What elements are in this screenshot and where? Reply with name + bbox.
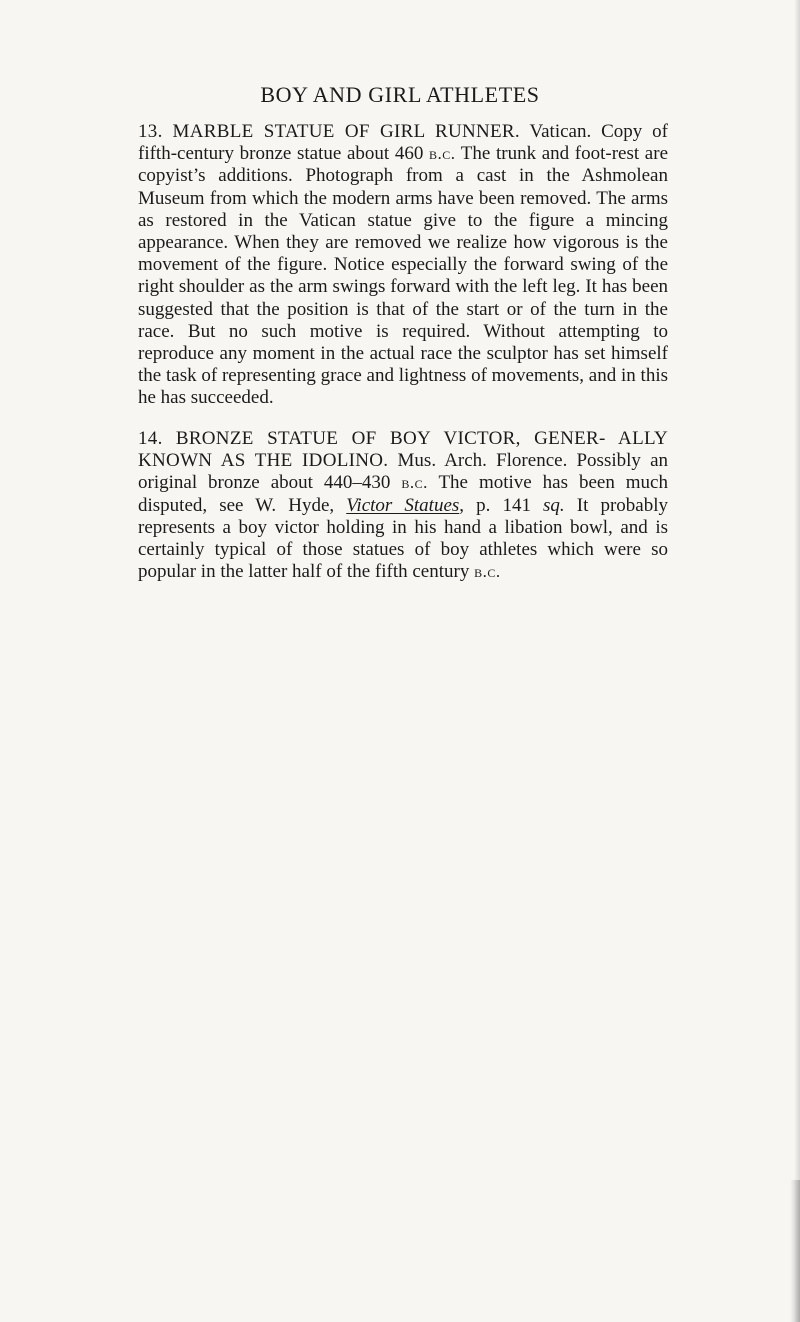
entry-text: The motive has been much disputed, see W. Hyde,	[138, 472, 668, 516]
entry-title: BRONZE STATUE OF BOY VICTOR, GENER- ALLY KNOWN AS THE IDOLINO.	[138, 428, 668, 472]
entry-text: Vatican. Copy of fifth-century bronze statue about 460	[138, 121, 668, 165]
entry-number: 14.	[138, 428, 163, 449]
era-abbreviation: b.c.	[401, 473, 428, 493]
entry-14	[138, 428, 668, 583]
entry-text: , p. 141	[459, 494, 544, 516]
entry-13-paragraph	[138, 121, 668, 410]
entry-text: It probably represents a boy victor holding in his hand a libation bowl, and is certainly typical of those statues of boy athletes which were so popular in the latter half of the fifth century	[138, 494, 668, 583]
entry-title: MARBLE STATUE OF GIRL RUNNER.	[172, 121, 520, 142]
reference-title: Victor Statues	[346, 494, 460, 516]
running-head: BOY AND GIRL ATHLETES	[260, 82, 540, 107]
page-edge-shadow	[794, 0, 800, 1322]
entry-14-paragraph	[138, 428, 668, 583]
entry-text: Mus. Arch. Florence. Possibly an original bronze about 440–430	[138, 450, 668, 494]
era-abbreviation: b.c.	[428, 144, 456, 164]
page-edge-shadow-bottom	[790, 1180, 800, 1322]
entry-text: The trunk and foot-rest are copyist’s additions. Photograph from a cast in the Ashmolean Museum from which the modern arms have been removed. The arms as restored in the Vatican statue give to the figure a mincing appearance. When they are removed we realize how vigorous is the movement of the figure. Notice especially the forward swing of the right shoulder as the arm swings forward with the left leg. It has been suggested that the position is that of the start or of the turn in the race. But no such motive is required. Without attempting to reproduce any moment in the actual race the sculptor has set himself the task of representing grace and lightness of movements, and in this he has succeeded.	[138, 143, 669, 409]
entry-number: 13.	[138, 121, 163, 142]
era-abbreviation: b.c.	[474, 562, 501, 582]
sequentes-abbreviation: sq.	[543, 494, 565, 516]
entry-13	[138, 121, 668, 410]
